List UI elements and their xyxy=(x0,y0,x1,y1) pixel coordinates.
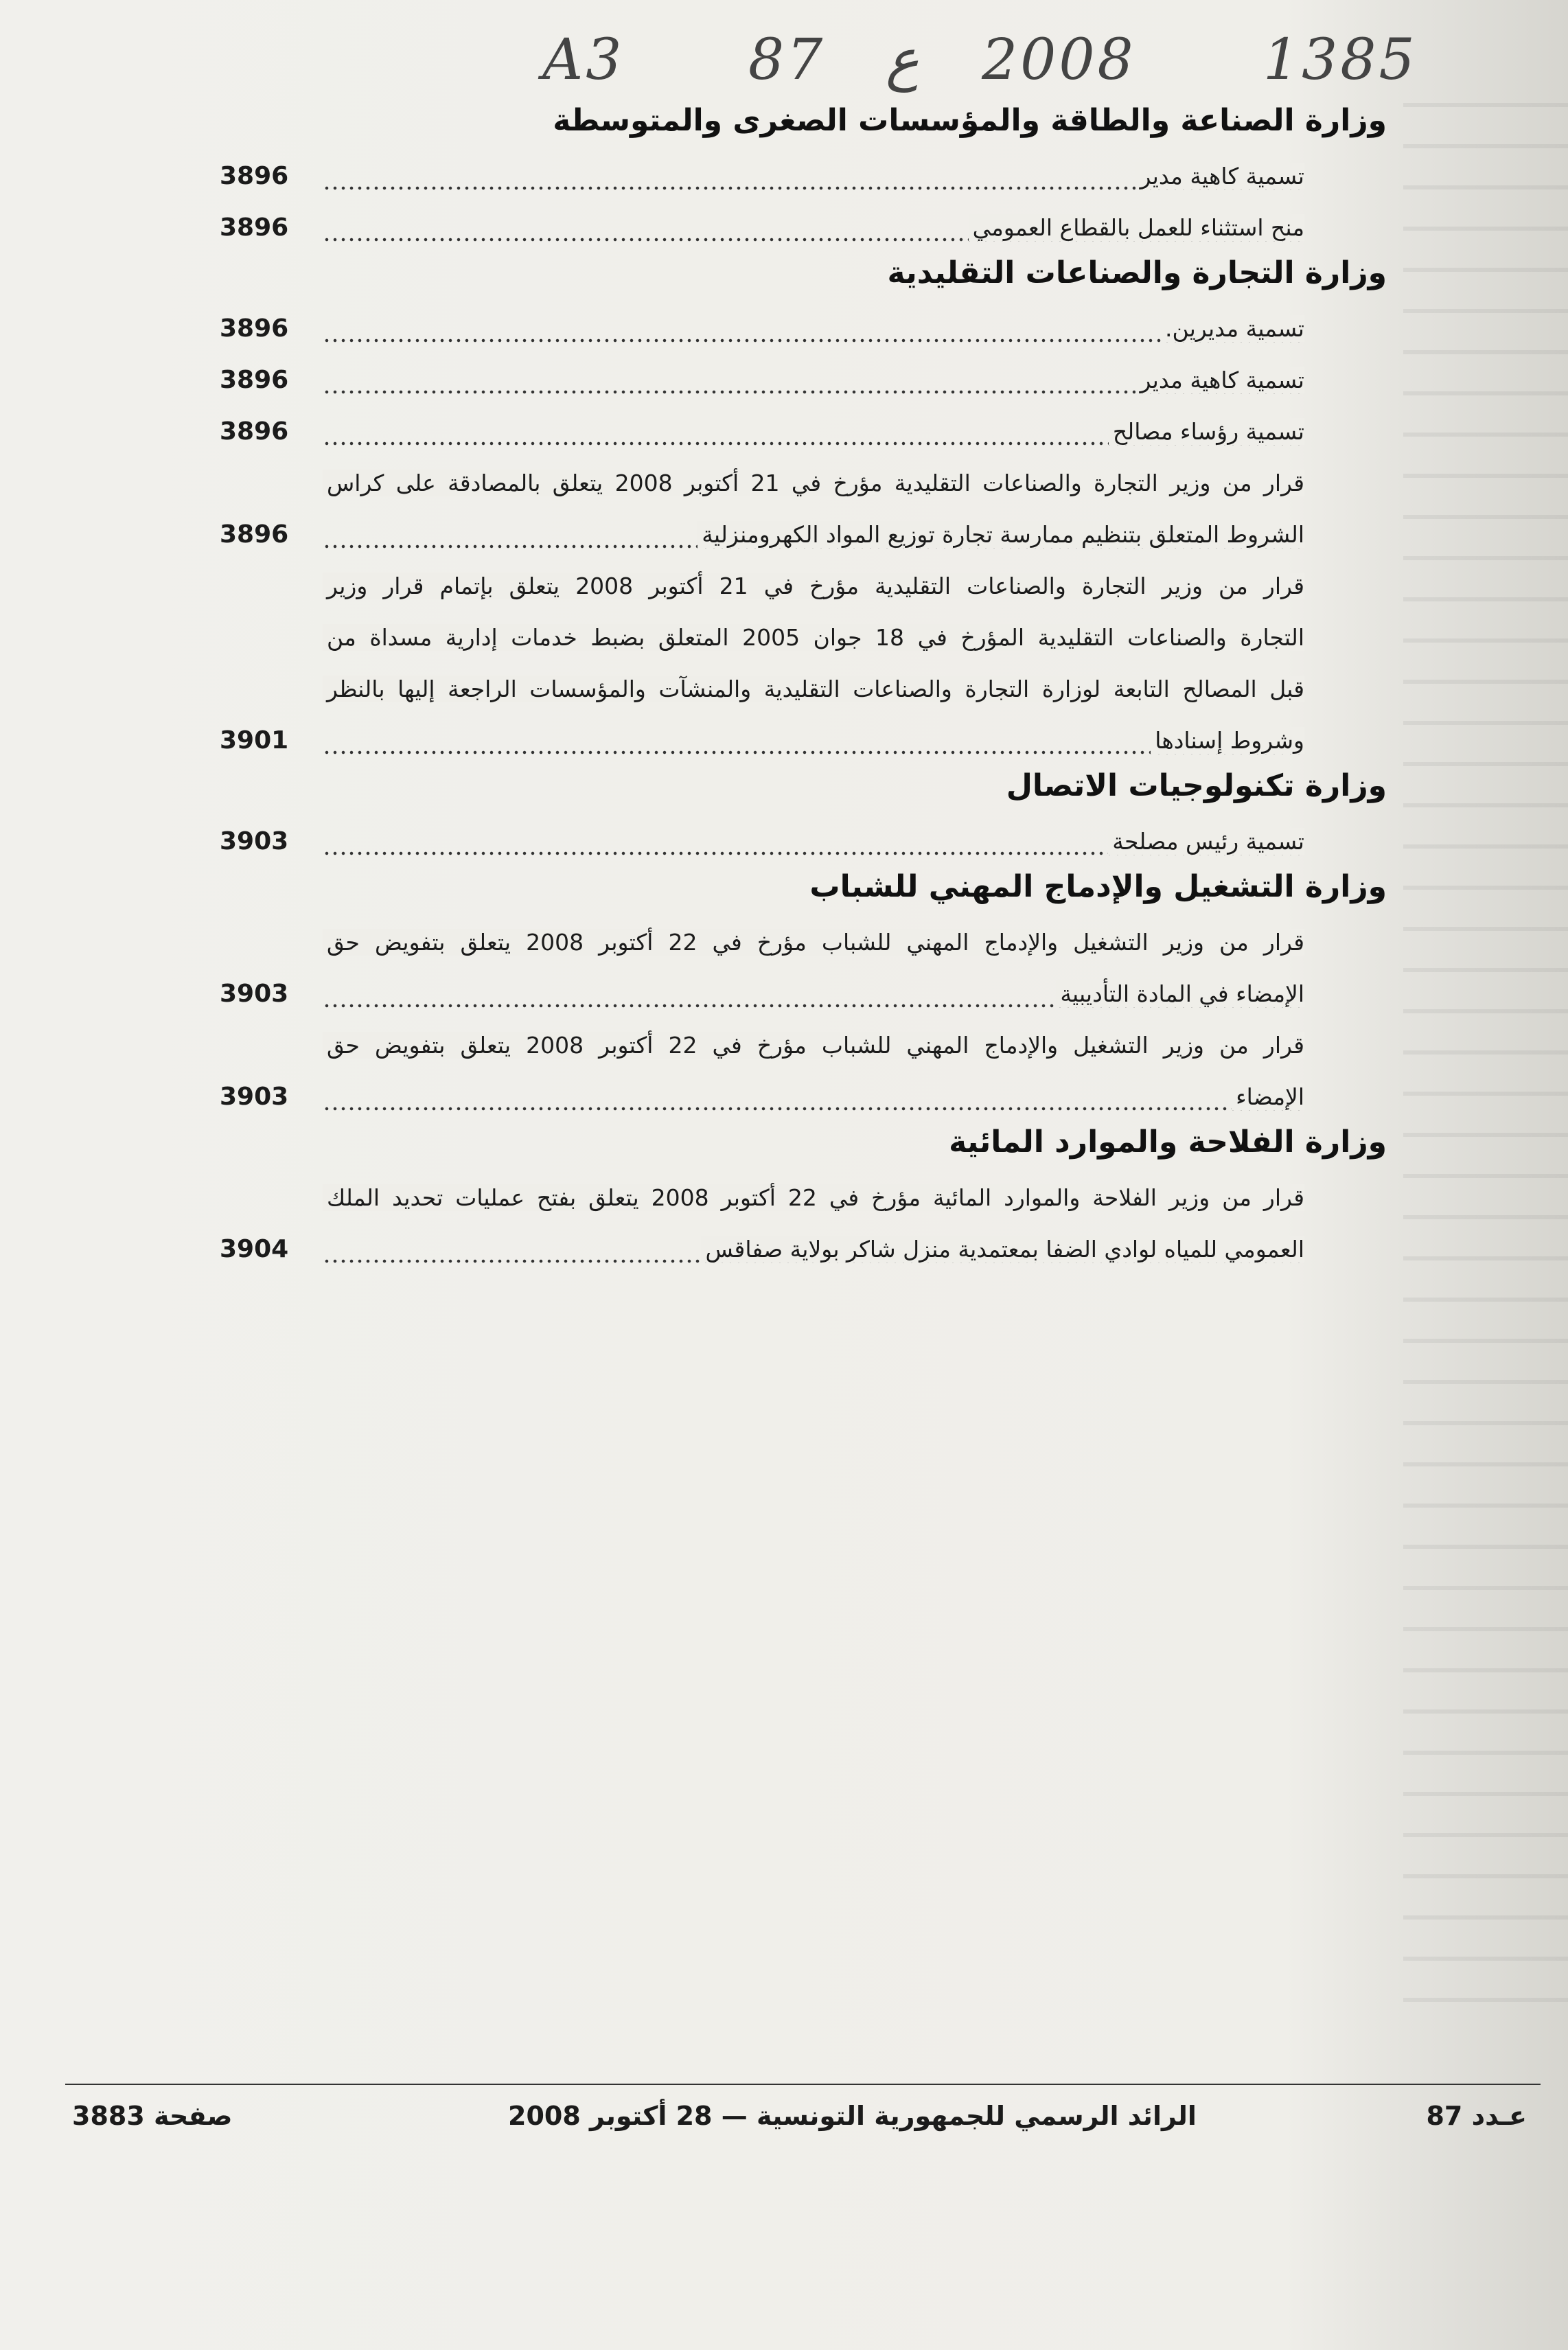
page-number: صفحة 3883 xyxy=(72,2101,233,2131)
section-title: وزارة التشغيل والإدماج المهني للشباب xyxy=(809,869,1387,904)
toc-entry-line xyxy=(220,305,1387,353)
toc-entry-line xyxy=(220,1174,1387,1222)
toc-entry-line xyxy=(220,818,1387,866)
toc-entry-line xyxy=(220,1022,1387,1070)
entry-text: تسمية رؤساء مصالح xyxy=(1109,418,1304,445)
entry-text: قبل المصالح التابعة لوزارة التجارة والصناعات التقليدية والمنشآت والمؤسسات الراجعة إليها بالنظر xyxy=(323,676,1304,702)
annotation-item: A3 xyxy=(542,27,625,93)
toc-entry-line xyxy=(220,459,1387,507)
entry-text: منح استثناء للعمل بالقطاع العمومي xyxy=(969,214,1304,241)
entry-text: الشروط المتعلق بتنظيم ممارسة تجارة توزيع المواد الكهرومنزلية xyxy=(697,521,1304,548)
footer-divider xyxy=(65,2084,1541,2085)
toc-entry-line xyxy=(220,408,1387,456)
entry-page-number: 3903 xyxy=(220,980,289,1008)
entry-page-number: 3896 xyxy=(220,314,289,343)
entry-text: قرار من وزير التجارة والصناعات التقليدية مؤرخ في 21 أكتوبر 2008 يتعلق بالمصادقة على كراس xyxy=(323,470,1304,496)
section-title: وزارة الصناعة والطاقة والمؤسسات الصغرى والمتوسطة xyxy=(553,103,1387,138)
annotation-item: 87 xyxy=(748,27,826,93)
issue-number: عـدد 87 xyxy=(1426,2101,1527,2131)
toc-entry-line xyxy=(220,204,1387,252)
toc-entry-line xyxy=(220,1225,1387,1274)
entry-text: قرار من وزير التشغيل والإدماج المهني للشباب مؤرخ في 22 أكتوبر 2008 يتعلق بتفويض حق xyxy=(323,929,1304,956)
entry-page-number: 3896 xyxy=(220,162,289,190)
entry-page-number: 3903 xyxy=(220,827,289,855)
toc-entry-line xyxy=(220,1073,1387,1121)
toc-entry-line xyxy=(220,356,1387,404)
toc-entry-line xyxy=(220,614,1387,662)
section-title: وزارة الفلاحة والموارد المائية xyxy=(949,1125,1387,1160)
bleed-through-shadow xyxy=(1403,103,1568,2025)
entry-text: قرار من وزير التشغيل والإدماج المهني للشباب مؤرخ في 22 أكتوبر 2008 يتعلق بتفويض حق xyxy=(323,1032,1304,1059)
annotation-item: ع xyxy=(886,27,919,93)
entry-text: قرار من وزير التجارة والصناعات التقليدية مؤرخ في 21 أكتوبر 2008 يتعلق بإتمام قرار وزير xyxy=(323,573,1304,599)
entry-text: العمومي للمياه لوادي الضفا بمعتمدية منزل شاكر بولاية صفاقس xyxy=(701,1236,1304,1263)
entry-page-number: 3896 xyxy=(220,417,289,446)
entry-page-number: 3901 xyxy=(220,726,289,754)
entry-text: تسمية كاهية مدير xyxy=(1135,163,1304,189)
entry-page-number: 3896 xyxy=(220,214,289,242)
toc-entry-line xyxy=(220,717,1387,765)
entry-text: الإمضاء xyxy=(1232,1083,1304,1110)
section-title: وزارة تكنولوجيات الاتصال xyxy=(1006,768,1387,803)
entry-text: تسمية كاهية مدير xyxy=(1135,367,1304,393)
toc-entry-line xyxy=(220,665,1387,713)
toc-entry-line xyxy=(220,562,1387,610)
toc-entry-line xyxy=(220,152,1387,200)
handwritten-annotation xyxy=(542,27,1469,110)
entry-text: الإمضاء في المادة التأديبية xyxy=(1056,980,1304,1007)
toc-entry-line xyxy=(220,511,1387,559)
toc-entry-line xyxy=(220,970,1387,1018)
entry-page-number: 3903 xyxy=(220,1083,289,1111)
entry-page-number: 3896 xyxy=(220,520,289,549)
entry-text: وشروط إسنادها xyxy=(1151,727,1304,754)
journal-title: الرائد الرسمي للجمهورية التونسية — 28 أكتوبر 2008 xyxy=(508,2101,1197,2131)
section-title: وزارة التجارة والصناعات التقليدية xyxy=(887,255,1387,290)
entry-text: تسمية رئيس مصلحة xyxy=(1108,828,1304,855)
annotation-item: 1385 xyxy=(1263,27,1418,93)
entry-text: التجارة والصناعات التقليدية المؤرخ في 18 جوان 2005 المتعلق بضبط خدمات إدارية مسداة من xyxy=(323,624,1304,651)
entry-text: تسمية مديرين. xyxy=(1161,315,1304,342)
entry-page-number: 3896 xyxy=(220,366,289,394)
annotation-item: 2008 xyxy=(982,27,1136,93)
entry-page-number: 3904 xyxy=(220,1235,289,1263)
toc-entry-line xyxy=(220,919,1387,967)
entry-text: قرار من وزير الفلاحة والموارد المائية مؤرخ في 22 أكتوبر 2008 يتعلق بفتح عمليات تحديد الملك xyxy=(323,1184,1304,1211)
